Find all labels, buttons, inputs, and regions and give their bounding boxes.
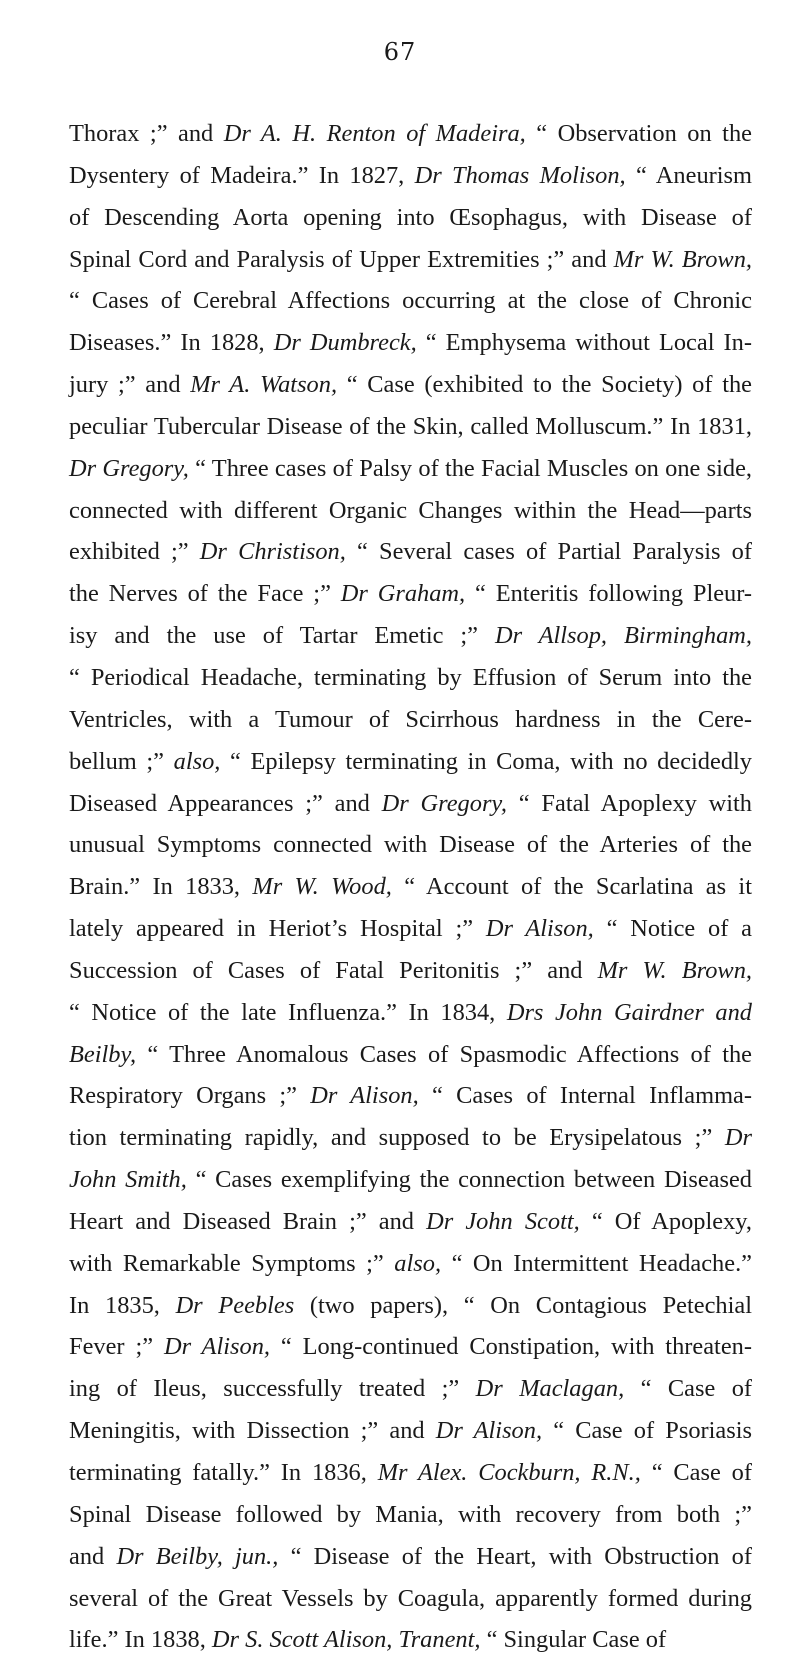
text-segment: “ Case of (640, 1459, 752, 1486)
text-segment: Meningitis, with Dissection ;” and (69, 1417, 436, 1445)
italic-name-segment: Dr Dumbreck, (273, 329, 417, 357)
text-line (69, 280, 752, 322)
italic-name-segment: also, (394, 1249, 442, 1277)
text-segment: “ On Intermittent Headache.” (441, 1249, 752, 1277)
text-line (69, 783, 752, 825)
italic-name-segment: Mr Alex. Cockburn, R.N., (377, 1459, 641, 1486)
italic-name-segment: Mr W. Brown, (597, 956, 752, 984)
text-segment: “ Cases exemplifying the connection between Diseased (186, 1166, 752, 1194)
text-segment: Succession of Cases of Fatal Peritonitis ;” and (69, 956, 598, 984)
text-segment: In 1835, (69, 1291, 176, 1319)
italic-name-segment: Dr Beilby, jun., (116, 1542, 279, 1570)
text-segment: “ Case of Psoriasis (542, 1417, 752, 1445)
text-segment: tion terminating rapidly, and supposed to be Erysipelatous ;” (69, 1124, 725, 1152)
text-line (69, 364, 752, 406)
text-line (69, 1578, 752, 1620)
text-segment: of Descending Aorta opening into Œsophagus, with Disease of (69, 203, 752, 231)
italic-name-segment: Dr (724, 1124, 752, 1152)
text-segment: “ Three cases of Palsy of the Facial Muscles on one side, (188, 454, 752, 482)
text-segment: “ Long-continued Constipation, with threaten- (269, 1333, 752, 1361)
italic-name-segment: Dr Allsop, Birmingham, (494, 622, 753, 650)
text-segment: and (69, 1542, 117, 1570)
text-segment: “ Account of the Scarlatina as it (391, 873, 752, 901)
text-line (69, 657, 752, 699)
text-line (69, 1117, 752, 1159)
text-segment: Spinal Disease followed by Mania, with recovery from both ;” (69, 1500, 752, 1528)
text-line (69, 1159, 752, 1201)
text-line (69, 1034, 752, 1076)
text-segment: ing of Ileus, successfully treated ;” (69, 1375, 476, 1403)
text-line (69, 113, 752, 155)
text-line (69, 197, 752, 239)
text-line (69, 490, 752, 532)
text-line (69, 1201, 752, 1243)
italic-name-segment: Dr Thomas Molison, (414, 161, 626, 189)
page-number: 67 (383, 38, 417, 66)
text-segment: “ Aneurism (625, 161, 753, 189)
text-segment: unusual Symptoms connected with Disease of the Arteries of the (69, 831, 752, 859)
text-line (69, 322, 752, 364)
italic-name-segment: Mr W. Brown, (613, 245, 752, 273)
text-line (69, 1075, 752, 1117)
text-segment: Thorax ;” and (69, 120, 224, 147)
text-segment: peculiar Tubercular Disease of the Skin, called Molluscum.” In 1831, (69, 412, 752, 440)
text-segment: “ Emphysema without Local In- (416, 329, 752, 357)
text-segment: Heart and Diseased Brain ;” and (69, 1207, 427, 1235)
italic-name-segment: also, (173, 747, 221, 775)
text-line (69, 992, 752, 1034)
text-line (69, 1368, 752, 1410)
text-segment: “ Fatal Apoplexy with (507, 789, 752, 817)
text-segment: Dysentery of Madeira.” In 1827, (69, 161, 415, 189)
text-segment: the Nerves of the Face ;” (69, 580, 341, 608)
text-line (69, 950, 752, 992)
text-line (69, 406, 752, 448)
text-segment: “ Enteritis following Pleur- (465, 580, 753, 608)
text-segment: “ Singular Case of (480, 1626, 667, 1654)
text-line (69, 699, 752, 741)
italic-name-segment: Dr Peebles (175, 1291, 295, 1319)
italic-name-segment: Dr A. H. Renton of Madeira, (223, 120, 526, 147)
italic-name-segment: Dr Maclagan, (475, 1375, 625, 1403)
text-line (69, 1536, 752, 1578)
text-segment: (two papers), “ On Contagious Petechial (294, 1291, 752, 1319)
text-segment: “ Cases of Internal Inflamma- (418, 1082, 753, 1110)
text-segment: “ Epilepsy terminating in Coma, with no decidedly (220, 747, 752, 775)
text-line (69, 741, 752, 783)
text-line (69, 239, 752, 281)
text-line (69, 1285, 752, 1327)
text-line (69, 1452, 752, 1494)
text-segment: exhibited ;” (69, 538, 200, 566)
text-segment: lately appeared in Heriot’s Hospital ;” (69, 915, 486, 943)
text-line (69, 448, 752, 490)
text-segment: “ Of Apoplexy, (579, 1207, 752, 1235)
italic-name-segment: John Smith, (69, 1166, 187, 1194)
text-segment: several of the Great Vessels by Coagula, apparently formed during (69, 1584, 752, 1612)
text-segment: Brain.” In 1833, (69, 873, 253, 901)
text-segment: terminating fatally.” In 1836, (69, 1459, 378, 1486)
text-line (69, 531, 752, 573)
text-segment: “ Observation on the (525, 120, 752, 147)
italic-name-segment: Dr Graham, (340, 580, 466, 608)
text-segment: with Remarkable Symptoms ;” (69, 1249, 395, 1277)
italic-name-segment: Dr S. Scott Alison, Tranent, (211, 1626, 481, 1654)
italic-name-segment: Mr A. Watson, (190, 371, 338, 399)
italic-name-segment: Dr Christison, (199, 538, 346, 566)
text-line (69, 866, 752, 908)
text-segment: “ Three Anomalous Cases of Spasmodic Affections of the (136, 1040, 752, 1068)
text-segment: “ Notice of the late Influenza.” In 1834, (69, 998, 507, 1026)
text-line (69, 573, 752, 615)
text-line (69, 1410, 752, 1452)
text-line (69, 908, 752, 950)
italic-name-segment: Beilby, (69, 1040, 137, 1068)
text-line (69, 1619, 752, 1661)
italic-name-segment: Mr W. Wood, (252, 873, 392, 901)
text-segment: Ventricles, with a Tumour of Scirrhous hardness in the Cere- (69, 705, 752, 733)
text-segment: connected with different Organic Changes within the Head—parts (69, 496, 752, 524)
text-segment: “ Case of (624, 1375, 753, 1403)
text-segment: “ Several cases of Partial Paralysis of (345, 538, 752, 566)
text-segment: Diseased Appearances ;” and (69, 789, 382, 817)
text-segment: Respiratory Organs ;” (69, 1082, 311, 1110)
italic-name-segment: Dr Alison, (485, 915, 594, 943)
text-segment: “ Cases of Cerebral Affections occurring at the close of Chronic (69, 287, 752, 315)
italic-name-segment: Dr Gregory, (69, 454, 189, 482)
text-line (69, 155, 752, 197)
text-segment: “ Disease of the Heart, with Obstruction of (278, 1542, 752, 1570)
text-segment: life.” In 1838, (69, 1626, 212, 1654)
text-line (69, 1494, 752, 1536)
italic-name-segment: Dr Alison, (310, 1082, 419, 1110)
text-segment: isy and the use of Tartar Emetic ;” (69, 622, 495, 650)
text-line (69, 1326, 752, 1368)
text-line (69, 824, 752, 866)
italic-name-segment: Dr Gregory, (381, 789, 508, 817)
text-segment: Diseases.” In 1828, (69, 329, 274, 357)
text-segment: bellum ;” (69, 747, 174, 775)
italic-name-segment: Dr John Scott, (426, 1207, 580, 1235)
text-segment: Spinal Cord and Paralysis of Upper Extremities ;” and (69, 245, 614, 273)
text-line (69, 1243, 752, 1285)
text-segment: Fever ;” (69, 1333, 164, 1361)
text-segment: “ Periodical Headache, terminating by Effusion of Serum into the (69, 663, 752, 691)
italic-name-segment: Dr Alison, (435, 1417, 543, 1445)
text-segment: “ Notice of a (593, 915, 753, 943)
italic-name-segment: Dr Alison, (163, 1333, 270, 1361)
text-segment: “ Case (exhibited to the Society) of the (337, 371, 752, 399)
text-segment: jury ;” and (69, 371, 191, 399)
italic-name-segment: Drs John Gairdner and (506, 998, 752, 1026)
body-text (69, 113, 752, 1661)
text-line (69, 615, 752, 657)
